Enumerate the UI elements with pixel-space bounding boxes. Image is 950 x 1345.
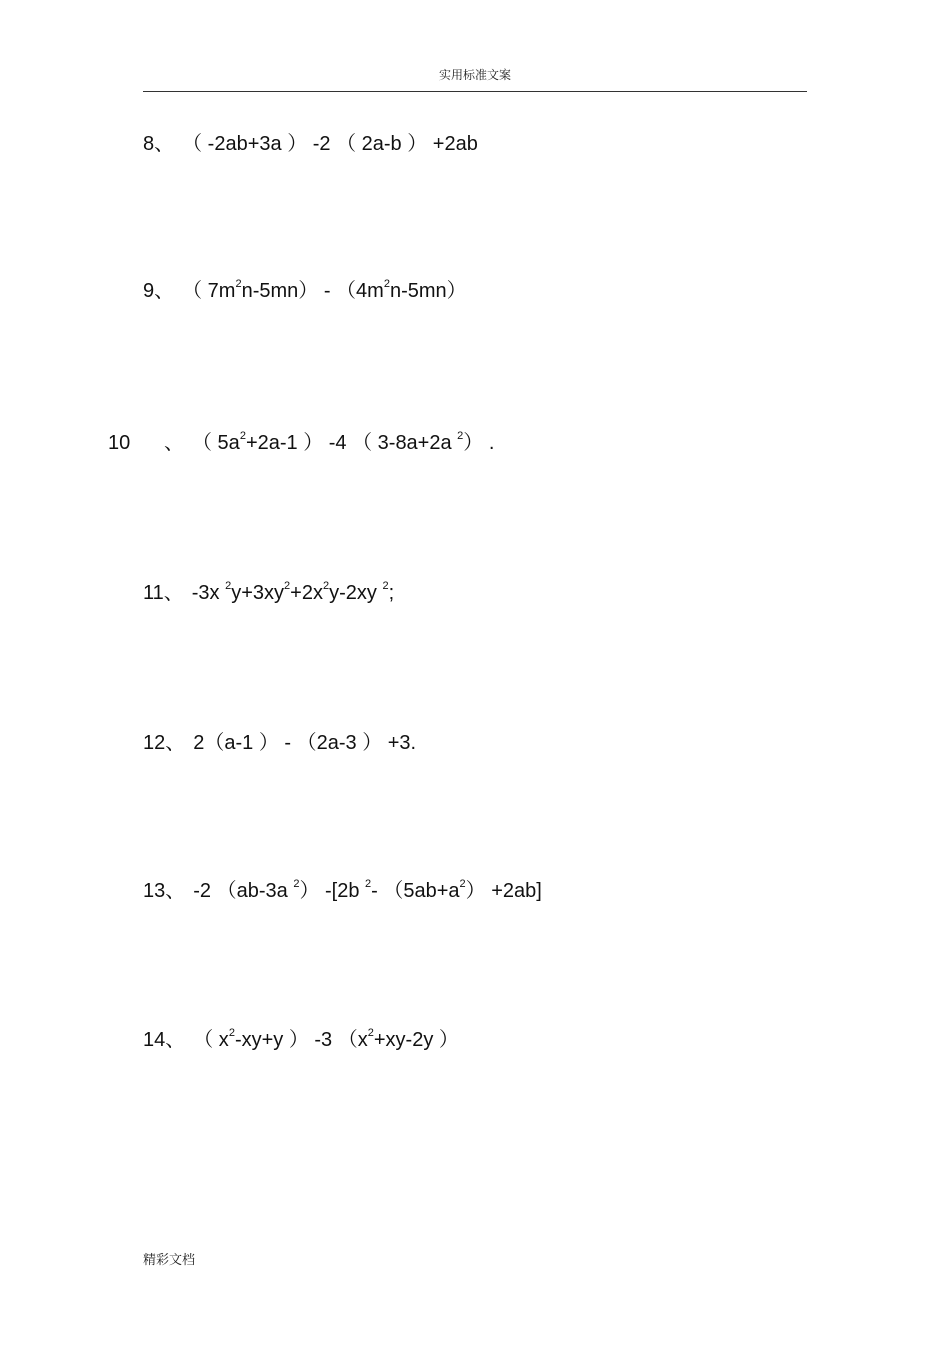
- page-header: 实用标准文案: [438, 68, 511, 82]
- problem-8: [143, 132, 478, 156]
- problem-number: 8: [143, 133, 155, 155]
- expr-text: n-5mn）: [389, 280, 467, 302]
- expr-text: -xy+y ） -3 （x: [234, 1029, 368, 1051]
- exponent: 2: [228, 1027, 235, 1040]
- expr-text: -2 （ab-3a: [193, 880, 294, 902]
- expr-text: ） .: [463, 432, 495, 454]
- exponent: 2: [322, 580, 330, 593]
- problem-expression: [182, 132, 478, 156]
- problem-12: [143, 731, 416, 755]
- problem-number: 13: [143, 880, 166, 902]
- problem-separator: 、: [165, 732, 186, 754]
- expr-text: - （5ab+a: [371, 880, 460, 902]
- page-footer: 精彩文档: [143, 1253, 196, 1268]
- problem-10: [108, 431, 494, 455]
- problem-number: 12: [143, 732, 166, 754]
- exponent: 2: [239, 430, 246, 443]
- problem-expression: [192, 431, 494, 455]
- problem-separator: 、: [165, 880, 186, 902]
- problem-expression: [193, 731, 416, 755]
- expr-text: -3x: [191, 582, 226, 604]
- exponent: 2: [235, 278, 242, 291]
- problem-13: [143, 879, 542, 903]
- problem-separator: 、: [165, 1029, 186, 1051]
- problem-11: [143, 581, 394, 605]
- expr-text: n-5mn） - （4m: [241, 280, 384, 302]
- problem-number: 11: [143, 582, 164, 604]
- problem-expression: [193, 1028, 459, 1052]
- expr-text: ;: [388, 582, 395, 604]
- expr-text: ） -[2b: [299, 880, 366, 902]
- exponent: 2: [459, 878, 466, 891]
- problem-9: [143, 279, 467, 303]
- expr-text: （ 5a: [192, 432, 240, 454]
- problem-expression: [192, 581, 394, 605]
- expr-text: ） +2ab]: [465, 880, 542, 902]
- expr-text: 2（a-1 ） - （2a-3 ） +3.: [193, 732, 417, 754]
- problem-expression: [193, 879, 542, 903]
- expr-text: y+3xy: [231, 582, 285, 604]
- problem-14: [143, 1028, 459, 1052]
- exponent: 2: [225, 580, 232, 593]
- exponent: 2: [457, 430, 464, 443]
- exponent: 2: [365, 878, 372, 891]
- exponent: 2: [293, 878, 300, 891]
- expr-text: （ -2ab+3a ） -2 （ 2a-b ） +2ab: [182, 133, 478, 155]
- expr-text: （ 7m: [182, 280, 236, 302]
- exponent: 2: [382, 580, 389, 593]
- problem-separator: 、: [164, 432, 184, 454]
- exponent: 2: [367, 1027, 374, 1040]
- header-divider: [143, 91, 807, 92]
- expr-text: +xy-2y ）: [373, 1029, 459, 1051]
- problem-separator: 、: [163, 582, 184, 604]
- problem-expression: [182, 279, 467, 303]
- expr-text: y-2xy: [329, 582, 383, 604]
- problem-number: 9: [143, 280, 155, 302]
- problem-number: 14: [143, 1029, 166, 1051]
- problem-number: 10: [108, 432, 131, 454]
- problem-separator: 、: [154, 133, 175, 155]
- expr-text: +2a-1 ） -4 （ 3-8a+2a: [245, 432, 458, 454]
- problem-separator: 、: [154, 280, 175, 302]
- expr-text: （ x: [193, 1029, 229, 1051]
- expr-text: +2x: [290, 582, 323, 604]
- exponent: 2: [383, 278, 390, 291]
- exponent: 2: [284, 580, 291, 593]
